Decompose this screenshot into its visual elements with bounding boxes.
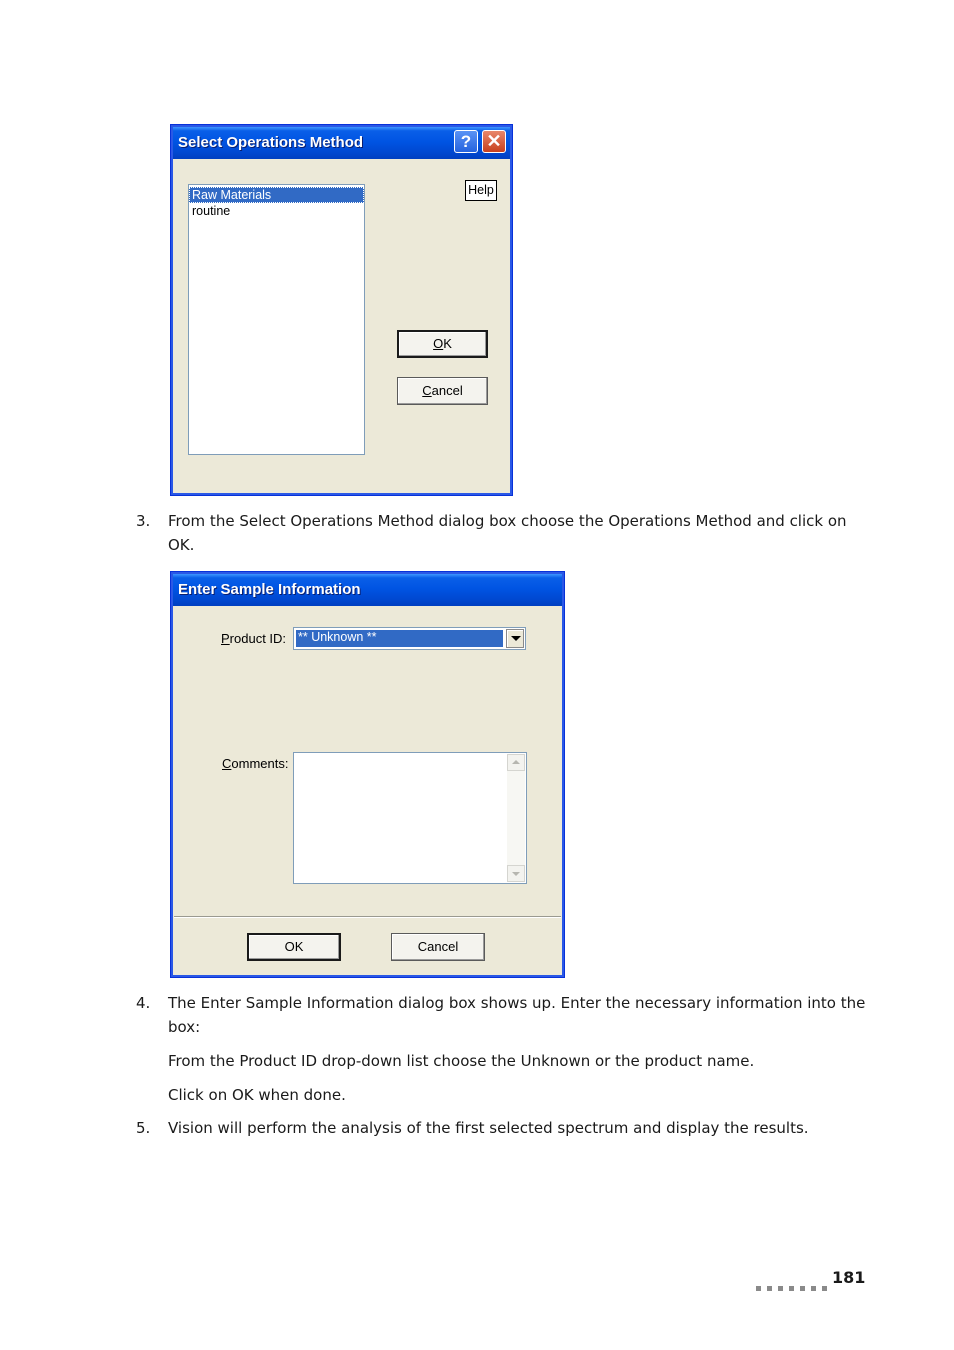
product-id-label [221, 631, 286, 646]
ok-label-rest: K [443, 336, 452, 351]
product-id-dropdown[interactable] [293, 627, 526, 650]
comments-field[interactable] [293, 752, 527, 884]
dialog-title: Enter Sample Information [173, 574, 562, 606]
product-id-access-key: P [221, 631, 230, 646]
scroll-down-icon[interactable] [507, 865, 525, 882]
step-3-number: 3. [136, 512, 151, 530]
ok-access-key: O [433, 336, 444, 351]
cancel-access-key: C [422, 383, 432, 398]
select-operations-method-dialog [170, 124, 513, 496]
list-item[interactable]: Raw Materials [189, 187, 364, 203]
comments-access-key: C [222, 756, 232, 771]
close-icon[interactable]: ✕ [482, 130, 506, 153]
cancel-label-rest: ancel [431, 383, 463, 398]
step-4-subtext-1: From the Product ID drop-down list choose the Unknown or the product name. [168, 1052, 755, 1070]
step-4-number: 4. [136, 994, 151, 1012]
cancel-button[interactable]: Cancel [391, 933, 485, 961]
scroll-up-icon[interactable] [507, 754, 525, 771]
dialog-title: Select Operations Method [173, 127, 510, 159]
comments-label-rest: omments: [231, 756, 289, 771]
step-5-line-1: Vision will perform the analysis of the first selected spectrum and display the results. [168, 1119, 809, 1137]
product-id-label-rest: roduct ID: [229, 631, 287, 646]
operations-method-list[interactable] [188, 184, 365, 455]
dialog-divider [174, 916, 561, 918]
help-icon[interactable]: ? [454, 130, 478, 153]
step-4-line-2: box: [168, 1018, 201, 1036]
step-4-line-1: The Enter Sample Information dialog box shows up. Enter the necessary information into the [168, 994, 866, 1012]
list-item[interactable]: routine [192, 204, 231, 218]
step-4-subtext-2: Click on OK when done. [168, 1086, 346, 1104]
page-number: 181 [832, 1268, 866, 1287]
footer-dots [756, 1276, 833, 1295]
comments-label [222, 756, 288, 771]
ok-button[interactable] [397, 330, 488, 358]
step-5-number: 5. [136, 1119, 151, 1137]
step-3-line-1: From the Select Operations Method dialog box choose the Operations Method and click on [168, 512, 847, 530]
help-button[interactable]: Help [465, 180, 497, 201]
cancel-button[interactable] [397, 377, 488, 405]
product-id-selected-value: ** Unknown ** [296, 630, 503, 647]
step-3-line-2: OK. [168, 536, 195, 554]
chevron-down-icon[interactable] [506, 629, 524, 648]
enter-sample-information-dialog [170, 571, 565, 978]
comments-scrollbar[interactable] [507, 754, 525, 882]
ok-button[interactable]: OK [247, 933, 341, 961]
